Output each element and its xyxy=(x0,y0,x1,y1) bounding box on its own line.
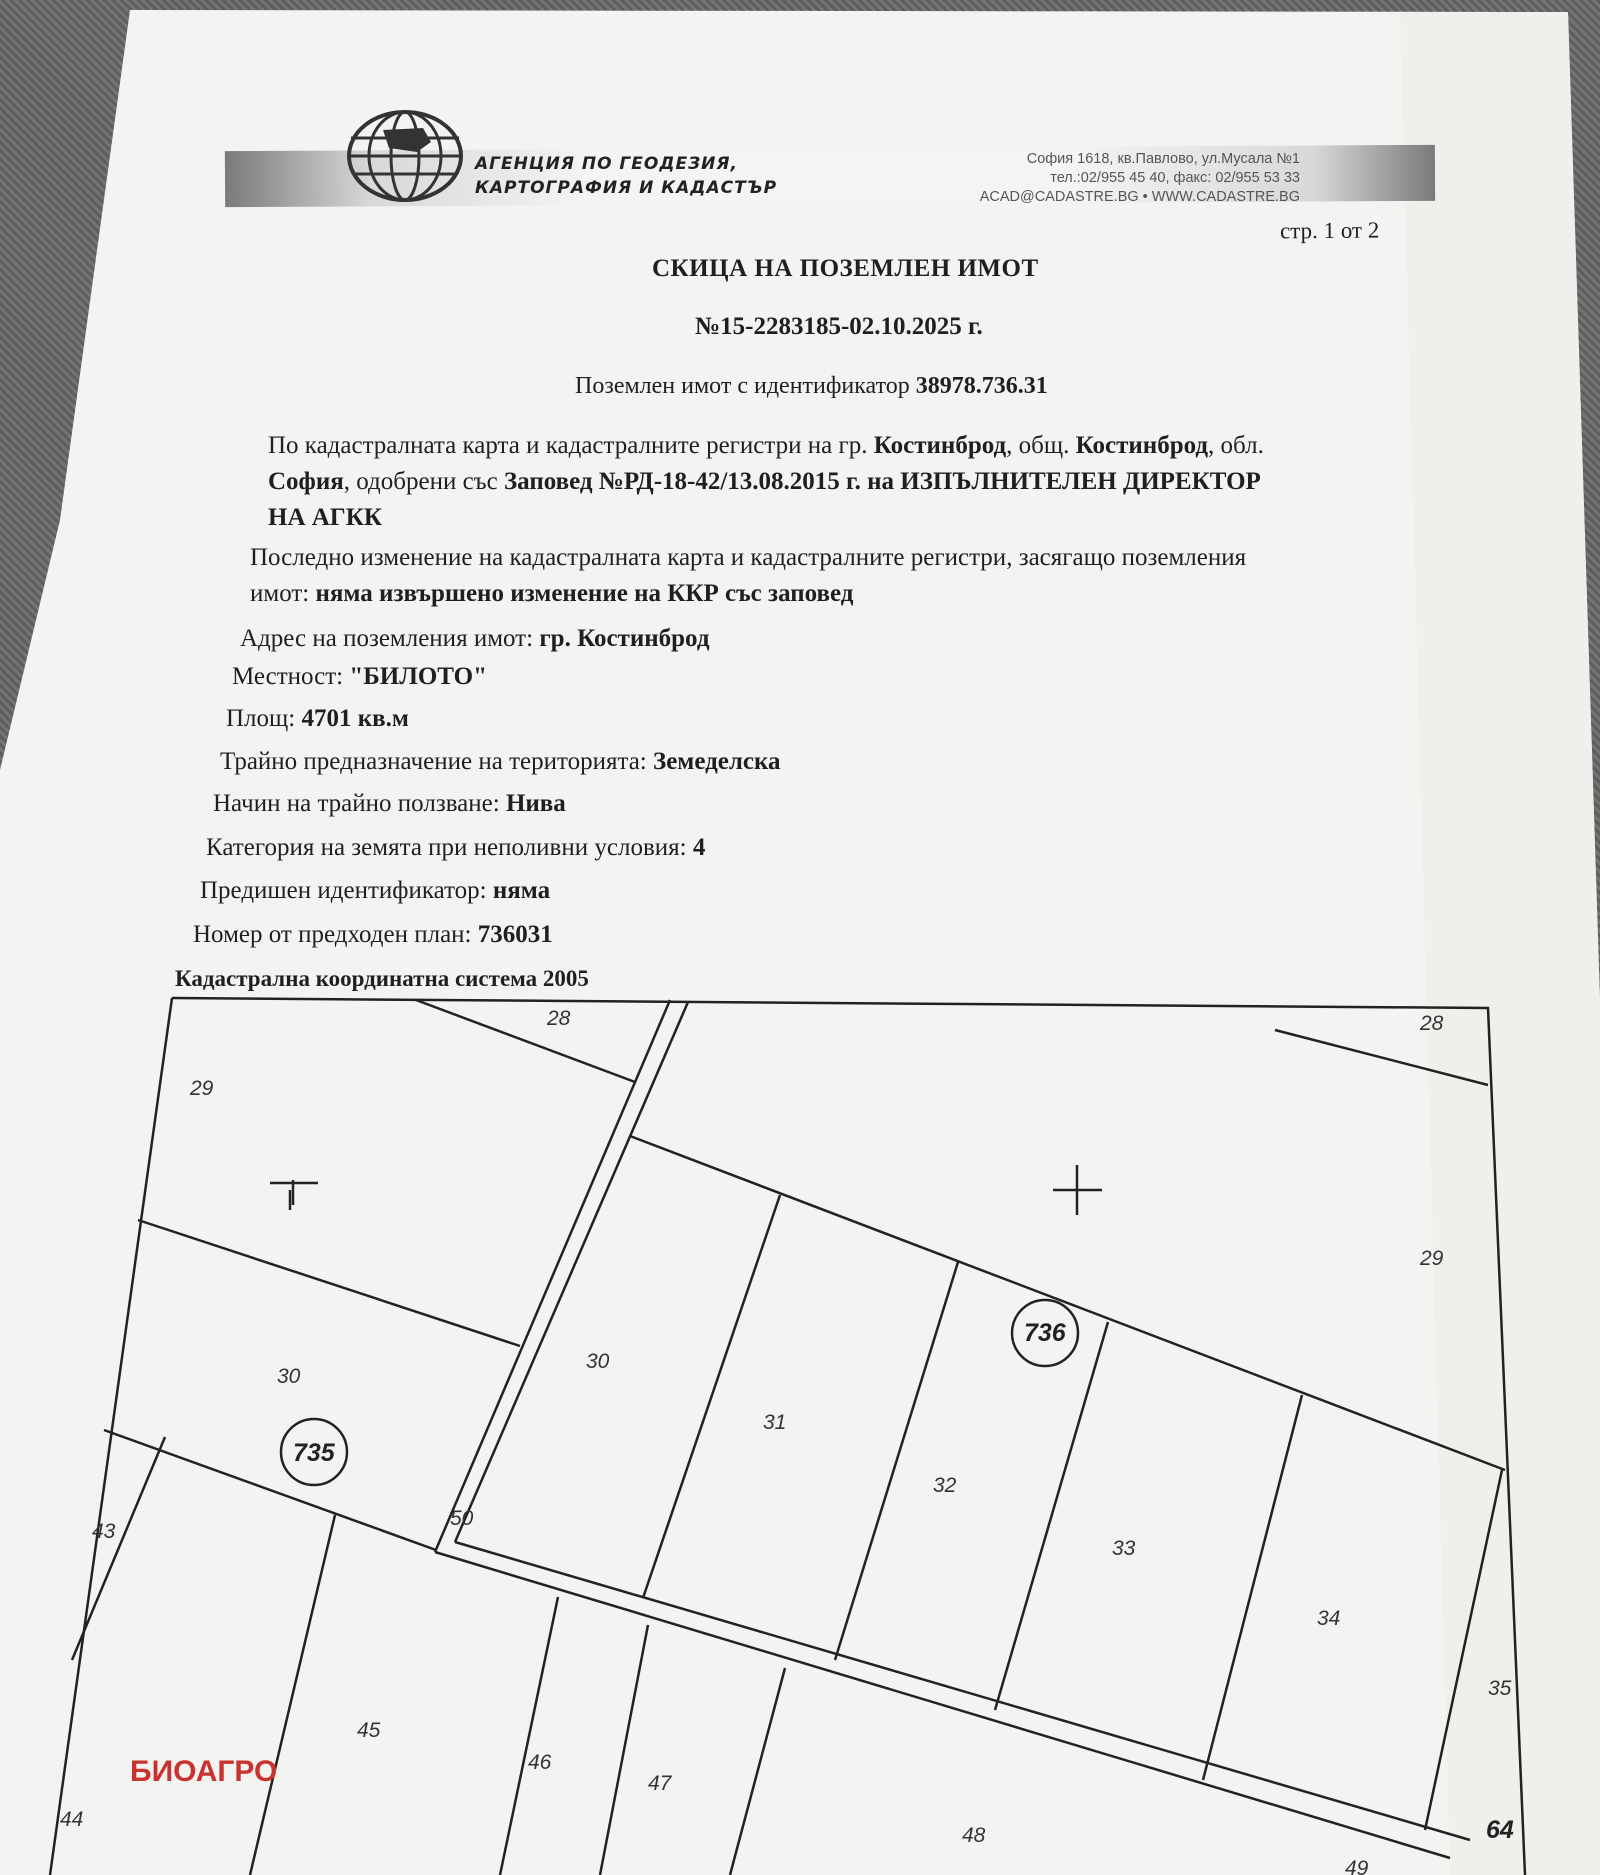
parcel-47-48-boundary xyxy=(730,1668,785,1875)
road-line-bottom xyxy=(435,1552,1450,1858)
parcel-34-35-boundary xyxy=(1425,1470,1502,1830)
map-frame-left xyxy=(50,998,172,1875)
p1-region: София xyxy=(268,468,344,495)
parcel-46-47-boundary xyxy=(600,1625,648,1875)
parcel-label-30-right: 30 xyxy=(586,1350,610,1373)
document-title: СКИЦА НА ПОЗЕМЛЕН ИМОТ xyxy=(652,255,1039,282)
p1-text-b: , общ. xyxy=(1006,432,1070,459)
parcel-label-34: 34 xyxy=(1317,1607,1341,1630)
watermark-logo: БИОАГРО xyxy=(130,1755,278,1788)
address-label: Адрес на поземления имот: xyxy=(240,625,534,652)
parcel-label-29-left: 29 xyxy=(190,1077,214,1100)
p1-order: Заповед №РД-18-42/13.08.2015 г. на ИЗПЪЛНИТЕЛЕН ДИРЕКТОР xyxy=(503,468,1261,495)
contact-phone: тел.:02/955 45 40, факс: 02/955 53 33 xyxy=(1050,170,1300,186)
category-value: 4 xyxy=(692,834,706,861)
road-line-left xyxy=(435,1000,670,1552)
parcel-29-30-boundary xyxy=(138,1220,520,1346)
road-line-right xyxy=(455,1002,688,1542)
parcel-43-boundary xyxy=(72,1437,165,1660)
previous-id-label: Предишен идентификатор: xyxy=(200,877,487,904)
p2-value: няма извършено изменение на ККР със заповед xyxy=(315,580,854,607)
coordinate-system-label: Кадастрална координатна система 2005 xyxy=(175,966,589,991)
parcel-label-49: 49 xyxy=(1345,1857,1369,1875)
p2-text-a: Последно изменение на кадастралната карта и кадастралните регистри, засягащо поземления xyxy=(250,544,1247,571)
map-frame-top-right xyxy=(172,998,1525,1875)
locality-value: "БИЛОТО" xyxy=(349,663,487,690)
parcel-label-28-right: 28 xyxy=(1420,1012,1444,1035)
area-label: Площ: xyxy=(226,705,296,732)
parcel-label-48: 48 xyxy=(962,1824,986,1847)
document-number: №15-2283185-02.10.2025 г. xyxy=(695,313,983,340)
purpose-value: Земеделска xyxy=(653,748,781,775)
p2-text-b: имот: xyxy=(250,580,310,607)
parcel-28-right-boundary xyxy=(1275,1030,1488,1085)
parcel-label-47: 47 xyxy=(648,1772,672,1795)
area-value: 4701 кв.м xyxy=(301,705,409,732)
agency-line-1: АГЕНЦИЯ ПО ГЕОДЕЗИЯ, xyxy=(475,154,738,174)
usage-label: Начин на трайно ползване: xyxy=(213,790,500,817)
address-value: гр. Костинброд xyxy=(539,625,710,652)
locality-label: Местност: xyxy=(232,663,344,690)
p1-text-d: , одобрени със xyxy=(343,468,498,495)
parcel-label-33: 33 xyxy=(1112,1537,1136,1560)
contact-web: ACAD@CADASTRE.BG • WWW.CADASTRE.BG xyxy=(979,189,1300,205)
parcel-label-35: 35 xyxy=(1488,1677,1512,1700)
parcel-label-46: 46 xyxy=(528,1751,552,1774)
p1-text-a: По кадастралната карта и кадастралните регистри на гр. xyxy=(268,432,868,459)
purpose-label: Трайно предназначение на територията: xyxy=(220,748,647,775)
parcel-45-46-boundary xyxy=(500,1597,558,1875)
parcel-30-31-boundary xyxy=(643,1195,780,1598)
identifier-label: Поземлен имот с идентификатор xyxy=(575,373,910,399)
page-number: стр. 1 от 2 xyxy=(1279,217,1380,244)
parcel-label-44: 44 xyxy=(60,1808,84,1831)
usage-value: Нива xyxy=(505,790,566,817)
road-line-bottom-inner xyxy=(455,1542,1470,1840)
previous-plan-label: Номер от предходен план: xyxy=(193,921,472,948)
block-label-735: 735 xyxy=(293,1439,335,1467)
parcel-label-29-right: 29 xyxy=(1420,1247,1444,1270)
block-label-64: 64 xyxy=(1486,1816,1514,1844)
parcel-33-34-boundary xyxy=(1203,1395,1302,1780)
agency-line-2: КАРТОГРАФИЯ И КАДАСТЪР xyxy=(475,178,778,198)
previous-plan-value: 736031 xyxy=(477,921,553,948)
identifier-value: 38978.736.31 xyxy=(915,373,1048,399)
parcel-label-28-left: 28 xyxy=(547,1007,571,1030)
parcel-736-top-boundary xyxy=(630,1136,1505,1470)
contact-address: София 1618, кв.Павлово, ул.Мусала №1 xyxy=(1026,151,1300,167)
block-label-736: 736 xyxy=(1024,1319,1066,1347)
parcel-30-45-boundary xyxy=(104,1430,436,1550)
parcel-label-32: 32 xyxy=(933,1474,957,1497)
category-label: Категория на земята при неполивни условия: xyxy=(206,834,687,861)
parcel-31-32-boundary xyxy=(835,1262,958,1660)
p1-text-c: , обл. xyxy=(1208,432,1264,459)
parcel-label-50: 50 xyxy=(450,1507,474,1530)
parcel-32-33-boundary xyxy=(995,1322,1108,1710)
p1-town: Костинброд xyxy=(873,432,1007,459)
parcel-label-45: 45 xyxy=(357,1719,381,1742)
previous-id-value: няма xyxy=(492,877,551,904)
parcel-28-boundary xyxy=(416,1000,635,1082)
parcel-44-45-boundary xyxy=(250,1515,335,1875)
parcel-label-31: 31 xyxy=(763,1411,787,1434)
parcel-label-43: 43 xyxy=(92,1520,116,1543)
parcel-label-30-left: 30 xyxy=(277,1365,301,1388)
p1-municipality: Костинброд xyxy=(1075,432,1209,459)
p1-order-2: НА АГКК xyxy=(268,504,382,531)
